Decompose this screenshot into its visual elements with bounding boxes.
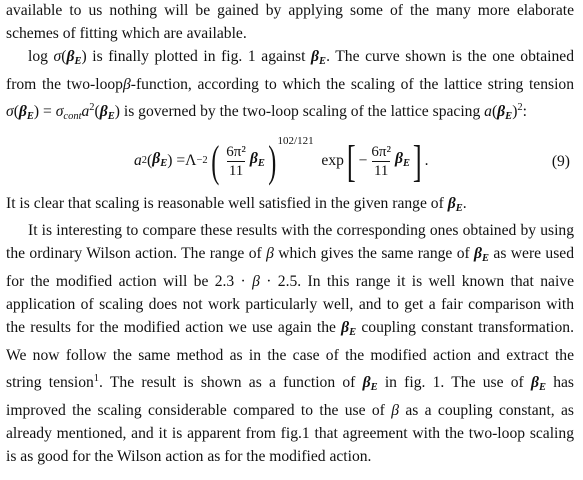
text: in fig. 1. The use of <box>384 373 524 391</box>
right-bracket: ] <box>412 136 422 186</box>
text: has improved the scaling considerable compared to the use of <box>6 373 575 419</box>
text: as were used for the modified action will be 2.3 · <box>6 245 574 291</box>
text: as a coupling constant, as already mentioned, and it is apparent from fig.1 that agreement with the two-loop scaling is as good for the Wilson action as for the modified action. <box>6 401 575 465</box>
text: It is interesting to compare these results with the corresponding ones obtained by using the ordinary Wilson action. The range of <box>6 222 574 263</box>
lambda-symbol: Λ <box>185 152 197 170</box>
text: : <box>522 102 527 120</box>
right-paren: ) <box>268 136 277 186</box>
text: is finally plotted in fig. 1 against <box>92 47 306 65</box>
equation-exponent: 102/121 <box>277 135 314 148</box>
text: coupling constant transformation. We now follow the same method as in the case of the modified action and extract the string tension <box>6 319 574 391</box>
lambda-exponent: −2 <box>196 155 208 167</box>
text: . The result is shown as a function of <box>99 373 356 391</box>
exp-word: exp <box>321 152 344 170</box>
text: available to us nothing will be gained by applying some of the many more elaborate schemes of fitting which are available. <box>6 2 574 42</box>
left-bracket: [ <box>346 136 356 186</box>
equation-9: a 2 ( $\beta_E$ ) = Λ −2 ( $\frac{\text{6π²}}{11}$ $\beta_E$ ) 102/121 exp [ − $\frac{\text{6π²}}{11}$ $\beta_E$ ] . (9) <box>6 131 574 193</box>
left-paren: ( <box>210 136 219 186</box>
fraction-2: $\frac{\text{6π²}}{11}$ <box>371 144 391 180</box>
text: is governed by the two-loop scaling of the lattice spacing <box>123 102 481 120</box>
text: log <box>28 47 48 65</box>
paragraph-3: It is clear that scaling is reasonable well satisfied in the given range of $\beta_E$. <box>6 194 467 214</box>
text: -function, according to which the scaling of the lattice string tension <box>130 75 574 93</box>
text: It is clear that scaling is reasonable well satisfied in the given range of <box>6 194 444 212</box>
equation-number: (9) <box>551 152 570 170</box>
paragraph-4: It is interesting to compare these results with the corresponding ones obtained by using the ordinary Wilson action. The range of β which gives the same range of $\beta_E$ as were used for the modified action will be 2.3 · β · 2.5. In this range it is well known that naive application of scaling does not work particularly well, and to get a fair comparison with the results for the modified action we use again the $\beta_E$ coupling constant transformation. We now follow the same method as in the case of the modified action and extract the string tension$^1$. The result is shown as a function of $\beta_E$ in fig. 1. The use of $\beta_E$ has improved the scaling considerable compared to the use of β as a coupling constant, as already mentioned, and it is apparent from fig.1 that agreement with the two-loop scaling is as good for the Wilson action as for the modified action. <box>6 222 575 465</box>
paragraph-1 <box>6 0 574 46</box>
text: . The curve shown is the one obtained from the two-loop <box>6 47 575 93</box>
footnote-mark: 1 <box>93 372 100 384</box>
paper-page <box>6 0 574 469</box>
text: which gives the same range of <box>278 245 470 263</box>
paragraph-2: $\log \sigma(\beta_E)$ is finally plotted in fig. 1 against $\beta_E$. The curve shown is the one obtained from the two-loopβ-function, according to which the scaling of the lattice string tension $\sigma(\beta_E) = \sigma_{cont}a^2(\beta_E)$ is governed by the two-loop scaling of the lattice spacing $a(\beta_E)^2$: <box>6 47 575 122</box>
fraction: $\frac{\text{6π²}}{11}$ <box>226 144 246 180</box>
text: · 2.5. In this range it is well known that naive application of scaling does not work particularly well, and to get a fair comparison with the results for the modified action we use again the <box>6 273 574 337</box>
